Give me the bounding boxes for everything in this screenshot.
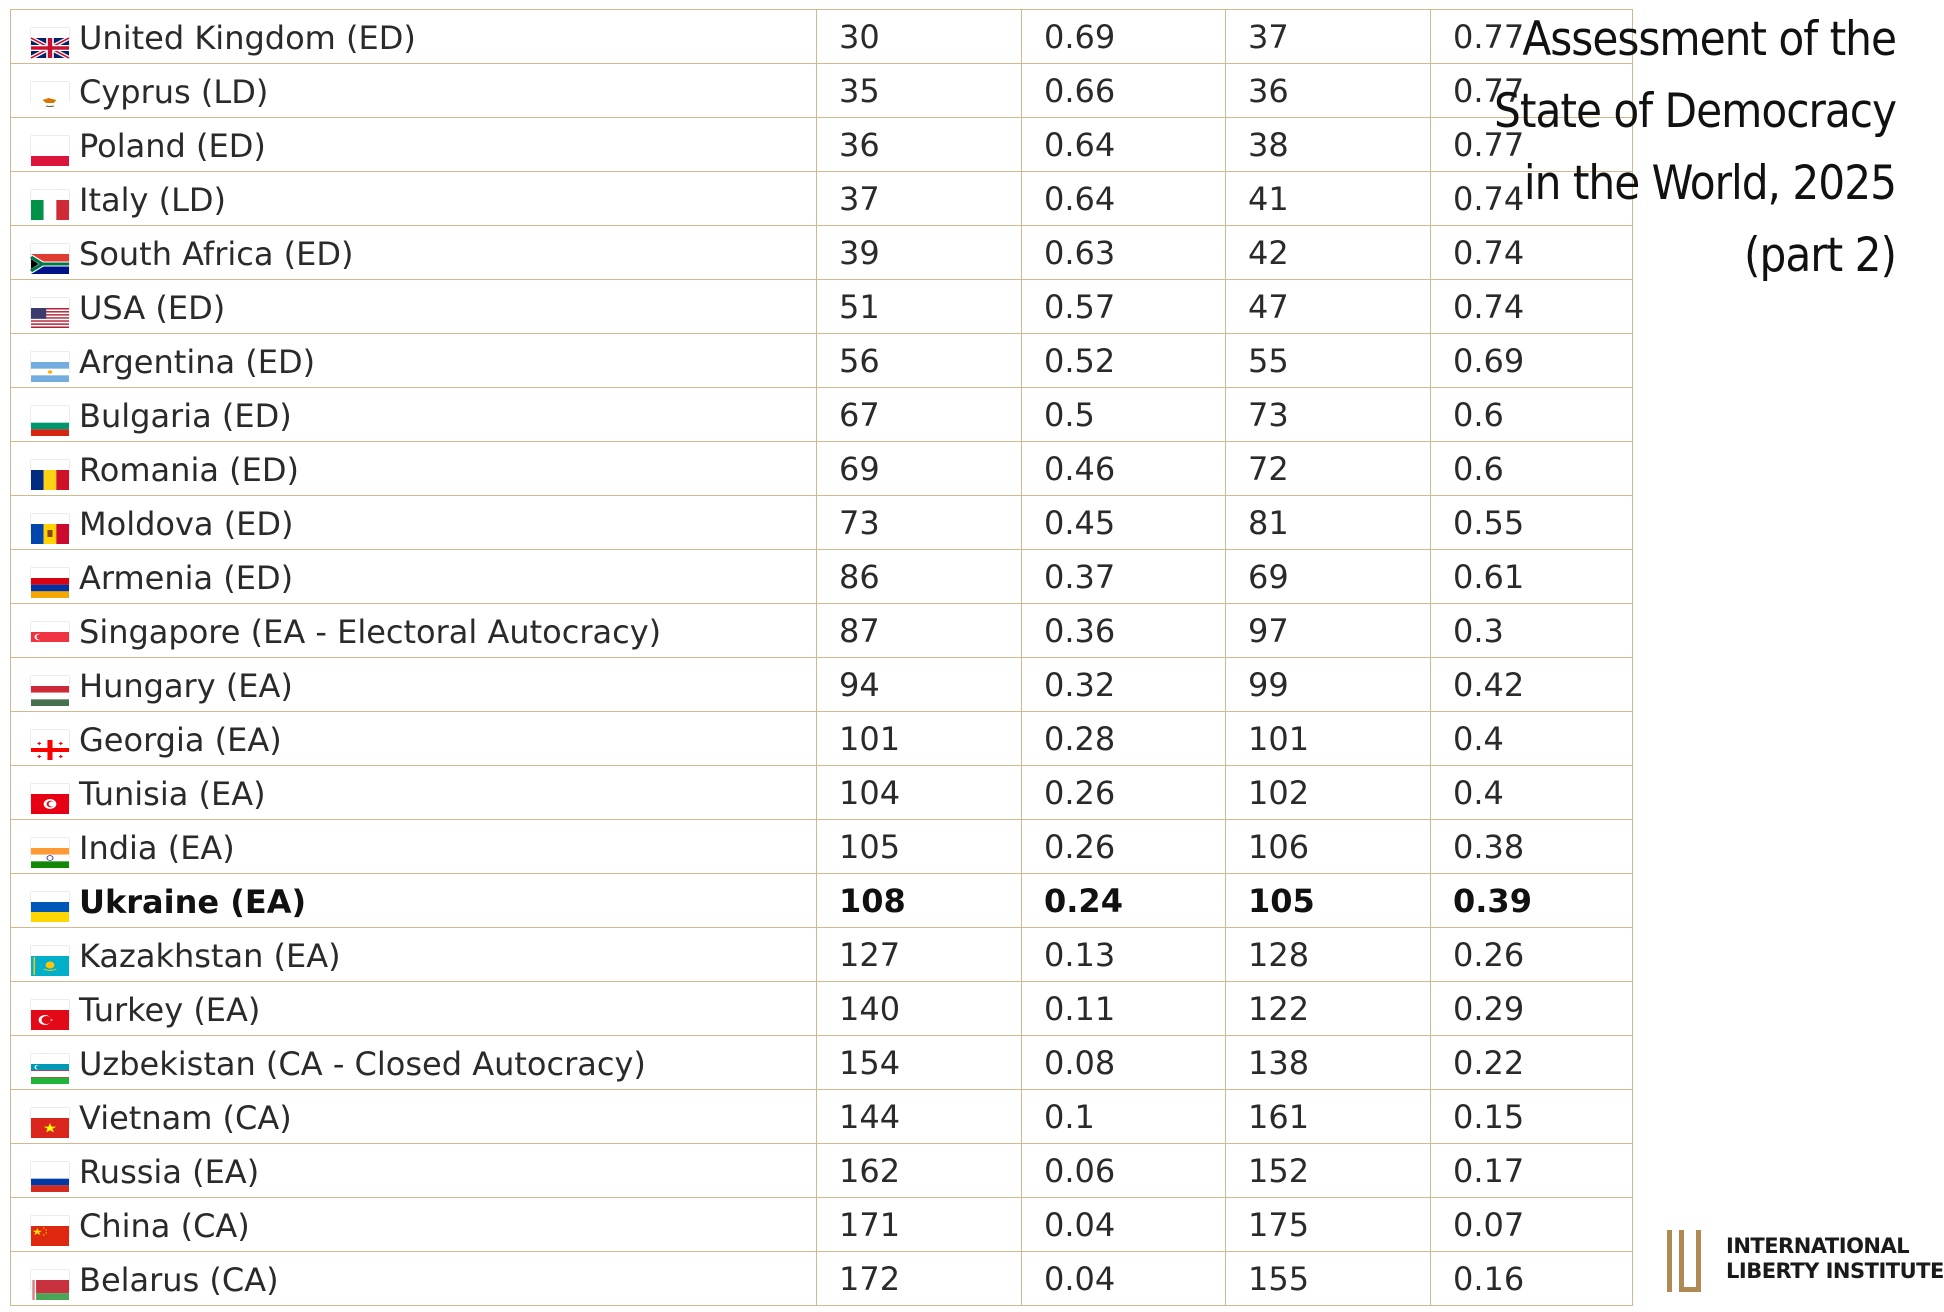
rank-2025-cell: 72 <box>1226 442 1431 496</box>
table-row <box>11 388 1633 442</box>
score-2024-cell: 0.45 <box>1022 496 1226 550</box>
country-name: Italy (LD) <box>79 180 227 219</box>
flag-kazakhstan-icon <box>31 946 69 966</box>
country-name: Argentina (ED) <box>79 342 316 381</box>
institute-logo <box>1664 1226 1944 1296</box>
table-row <box>11 280 1633 334</box>
rank-2024-cell: 144 <box>817 1090 1022 1144</box>
score-2024-cell: 0.13 <box>1022 928 1226 982</box>
country-cell <box>11 118 817 172</box>
country-cell <box>11 820 817 874</box>
score-2025-cell: 0.6 <box>1431 442 1633 496</box>
score-2025-cell: 0.77 <box>1431 64 1633 118</box>
country-cell <box>11 496 817 550</box>
rank-2025-cell: 105 <box>1226 874 1431 928</box>
rank-2024-cell: 105 <box>817 820 1022 874</box>
flag-georgia-icon <box>31 730 69 750</box>
flag-moldova-icon <box>31 514 69 534</box>
score-2025-cell: 0.69 <box>1431 334 1633 388</box>
rank-2025-cell: 41 <box>1226 172 1431 226</box>
flag-uk-icon <box>31 28 69 48</box>
flag-china-icon <box>31 1216 69 1236</box>
country-cell <box>11 874 817 928</box>
score-2024-cell: 0.28 <box>1022 712 1226 766</box>
country-name: Vietnam (CA) <box>79 1098 292 1137</box>
flag-poland-icon <box>31 136 69 156</box>
score-2024-cell: 0.04 <box>1022 1198 1226 1252</box>
country-cell <box>11 280 817 334</box>
table-row <box>11 1144 1633 1198</box>
rank-2025-cell: 37 <box>1226 10 1431 64</box>
score-2025-cell: 0.42 <box>1431 658 1633 712</box>
flag-argentina-icon <box>31 352 69 372</box>
score-2024-cell: 0.66 <box>1022 64 1226 118</box>
table-row <box>11 10 1633 64</box>
flag-uzbekistan-icon <box>31 1054 69 1074</box>
country-cell <box>11 10 817 64</box>
country-name: China (CA) <box>79 1206 250 1245</box>
table-row <box>11 604 1633 658</box>
rank-2024-cell: 30 <box>817 10 1022 64</box>
country-name: Armenia (ED) <box>79 558 294 597</box>
score-2025-cell: 0.22 <box>1431 1036 1633 1090</box>
country-cell <box>11 388 817 442</box>
country-cell <box>11 928 817 982</box>
rank-2025-cell: 36 <box>1226 64 1431 118</box>
country-name: Hungary (EA) <box>79 666 293 705</box>
rank-2025-cell: 55 <box>1226 334 1431 388</box>
country-name: Singapore (EA - Electoral Autocracy) <box>79 612 662 651</box>
score-2024-cell: 0.5 <box>1022 388 1226 442</box>
rank-2024-cell: 37 <box>817 172 1022 226</box>
country-cell <box>11 766 817 820</box>
table-row <box>11 928 1633 982</box>
country-name: Belarus (CA) <box>79 1260 279 1299</box>
country-name: Uzbekistan (CA - Closed Autocracy) <box>79 1044 646 1083</box>
score-2024-cell: 0.36 <box>1022 604 1226 658</box>
title-line: (part 2) <box>1743 228 1896 283</box>
score-2025-cell: 0.3 <box>1431 604 1633 658</box>
rank-2024-cell: 171 <box>817 1198 1022 1252</box>
table-row <box>11 766 1633 820</box>
flag-cyprus-icon <box>31 82 69 102</box>
rank-2024-cell: 56 <box>817 334 1022 388</box>
score-2025-cell: 0.15 <box>1431 1090 1633 1144</box>
score-2024-cell: 0.37 <box>1022 550 1226 604</box>
score-2025-cell: 0.26 <box>1431 928 1633 982</box>
country-cell <box>11 226 817 280</box>
country-name: Bulgaria (ED) <box>79 396 292 435</box>
score-2024-cell: 0.52 <box>1022 334 1226 388</box>
score-2025-cell: 0.39 <box>1431 874 1633 928</box>
logo-line: INTERNATIONAL <box>1726 1234 1910 1258</box>
score-2025-cell: 0.4 <box>1431 712 1633 766</box>
country-name: USA (ED) <box>79 288 226 327</box>
score-2025-cell: 0.38 <box>1431 820 1633 874</box>
country-cell <box>11 1252 817 1306</box>
rank-2025-cell: 47 <box>1226 280 1431 334</box>
flag-ukraine-icon <box>31 892 69 912</box>
rank-2025-cell: 175 <box>1226 1198 1431 1252</box>
rank-2024-cell: 104 <box>817 766 1022 820</box>
rank-2025-cell: 106 <box>1226 820 1431 874</box>
country-name: India (EA) <box>79 828 235 867</box>
rank-2024-cell: 35 <box>817 64 1022 118</box>
page-title <box>1476 4 1896 292</box>
flag-vietnam-icon <box>31 1108 69 1128</box>
score-2024-cell: 0.32 <box>1022 658 1226 712</box>
country-cell <box>11 550 817 604</box>
score-2024-cell: 0.64 <box>1022 172 1226 226</box>
flag-usa-icon <box>31 298 69 318</box>
logo-text <box>1726 1234 1944 1284</box>
rank-2024-cell: 140 <box>817 982 1022 1036</box>
flag-india-icon <box>31 838 69 858</box>
table-row <box>11 64 1633 118</box>
flag-armenia-icon <box>31 568 69 588</box>
country-name: Kazakhstan (EA) <box>79 936 341 975</box>
score-2025-cell: 0.74 <box>1431 226 1633 280</box>
score-2025-cell: 0.77 <box>1431 118 1633 172</box>
table-row <box>11 550 1633 604</box>
rank-2025-cell: 161 <box>1226 1090 1431 1144</box>
table-row <box>11 226 1633 280</box>
country-name: Poland (ED) <box>79 126 266 165</box>
rank-2025-cell: 122 <box>1226 982 1431 1036</box>
rank-2024-cell: 86 <box>817 550 1022 604</box>
country-name: Cyprus (LD) <box>79 72 269 111</box>
rank-2024-cell: 67 <box>817 388 1022 442</box>
rank-2024-cell: 101 <box>817 712 1022 766</box>
country-name: Tunisia (EA) <box>79 774 266 813</box>
country-cell <box>11 64 817 118</box>
score-2024-cell: 0.06 <box>1022 1144 1226 1198</box>
flag-belarus-icon <box>31 1270 69 1290</box>
rank-2024-cell: 94 <box>817 658 1022 712</box>
table-row <box>11 172 1633 226</box>
country-cell <box>11 1144 817 1198</box>
rank-2024-cell: 69 <box>817 442 1022 496</box>
score-2024-cell: 0.08 <box>1022 1036 1226 1090</box>
table-row <box>11 1036 1633 1090</box>
country-name: South Africa (ED) <box>79 234 354 273</box>
score-2025-cell: 0.74 <box>1431 172 1633 226</box>
country-cell <box>11 334 817 388</box>
score-2025-cell: 0.17 <box>1431 1144 1633 1198</box>
rank-2025-cell: 128 <box>1226 928 1431 982</box>
rank-2025-cell: 97 <box>1226 604 1431 658</box>
rank-2025-cell: 101 <box>1226 712 1431 766</box>
rank-2025-cell: 138 <box>1226 1036 1431 1090</box>
rank-2024-cell: 36 <box>817 118 1022 172</box>
score-2024-cell: 0.57 <box>1022 280 1226 334</box>
rank-2025-cell: 152 <box>1226 1144 1431 1198</box>
score-2025-cell: 0.29 <box>1431 982 1633 1036</box>
score-2025-cell: 0.77 <box>1431 10 1633 64</box>
rank-2025-cell: 81 <box>1226 496 1431 550</box>
rank-2025-cell: 73 <box>1226 388 1431 442</box>
score-2025-cell: 0.61 <box>1431 550 1633 604</box>
score-2025-cell: 0.6 <box>1431 388 1633 442</box>
rank-2025-cell: 38 <box>1226 118 1431 172</box>
rank-2024-cell: 154 <box>817 1036 1022 1090</box>
title-line: Assessment of the <box>1522 12 1896 67</box>
flag-hungary-icon <box>31 676 69 696</box>
score-2024-cell: 0.26 <box>1022 820 1226 874</box>
score-2025-cell: 0.74 <box>1431 280 1633 334</box>
country-name: Romania (ED) <box>79 450 299 489</box>
table-row <box>11 982 1633 1036</box>
country-name: Ukraine (EA) <box>79 882 307 921</box>
flag-turkey-icon <box>31 1000 69 1020</box>
table-row <box>11 1198 1633 1252</box>
rank-2025-cell: 42 <box>1226 226 1431 280</box>
score-2024-cell: 0.69 <box>1022 10 1226 64</box>
rank-2024-cell: 51 <box>817 280 1022 334</box>
table-row <box>11 1252 1633 1306</box>
table-row <box>11 658 1633 712</box>
rank-2024-cell: 39 <box>817 226 1022 280</box>
table-row <box>11 820 1633 874</box>
table-row <box>11 1090 1633 1144</box>
rank-2024-cell: 127 <box>817 928 1022 982</box>
rank-2024-cell: 162 <box>817 1144 1022 1198</box>
country-cell <box>11 604 817 658</box>
score-2025-cell: 0.55 <box>1431 496 1633 550</box>
country-cell <box>11 172 817 226</box>
flag-romania-icon <box>31 460 69 480</box>
country-cell <box>11 982 817 1036</box>
title-line: State of Democracy <box>1494 84 1896 139</box>
country-cell <box>11 712 817 766</box>
score-2024-cell: 0.46 <box>1022 442 1226 496</box>
country-name: Moldova (ED) <box>79 504 294 543</box>
table-row <box>11 496 1633 550</box>
flag-italy-icon <box>31 190 69 210</box>
country-name: Georgia (EA) <box>79 720 282 759</box>
country-cell <box>11 442 817 496</box>
country-name: Turkey (EA) <box>79 990 261 1029</box>
score-2024-cell: 0.11 <box>1022 982 1226 1036</box>
score-2024-cell: 0.24 <box>1022 874 1226 928</box>
table-row <box>11 334 1633 388</box>
rank-2024-cell: 108 <box>817 874 1022 928</box>
country-name: United Kingdom (ED) <box>79 18 416 57</box>
flag-singapore-icon <box>31 622 69 642</box>
rank-2024-cell: 87 <box>817 604 1022 658</box>
logo-mark-icon <box>1664 1230 1704 1292</box>
score-2025-cell: 0.07 <box>1431 1198 1633 1252</box>
table-row <box>11 712 1633 766</box>
logo-line: LIBERTY INSTITUTE <box>1726 1259 1944 1283</box>
country-name: Russia (EA) <box>79 1152 260 1191</box>
country-cell <box>11 658 817 712</box>
score-2025-cell: 0.4 <box>1431 766 1633 820</box>
flag-south-africa-icon <box>31 244 69 264</box>
score-2025-cell: 0.16 <box>1431 1252 1633 1306</box>
rank-2025-cell: 102 <box>1226 766 1431 820</box>
rank-2025-cell: 99 <box>1226 658 1431 712</box>
table-row <box>11 442 1633 496</box>
score-2024-cell: 0.63 <box>1022 226 1226 280</box>
flag-bulgaria-icon <box>31 406 69 426</box>
democracy-table <box>10 9 1633 1306</box>
title-line: in the World, 2025 <box>1523 156 1896 211</box>
score-2024-cell: 0.1 <box>1022 1090 1226 1144</box>
flag-tunisia-icon <box>31 784 69 804</box>
table-row <box>11 874 1633 928</box>
score-2024-cell: 0.64 <box>1022 118 1226 172</box>
flag-russia-icon <box>31 1162 69 1182</box>
rank-2024-cell: 73 <box>817 496 1022 550</box>
rank-2025-cell: 69 <box>1226 550 1431 604</box>
score-2024-cell: 0.26 <box>1022 766 1226 820</box>
country-cell <box>11 1198 817 1252</box>
rank-2024-cell: 172 <box>817 1252 1022 1306</box>
rank-2025-cell: 155 <box>1226 1252 1431 1306</box>
country-cell <box>11 1036 817 1090</box>
table-row <box>11 118 1633 172</box>
country-cell <box>11 1090 817 1144</box>
score-2024-cell: 0.04 <box>1022 1252 1226 1306</box>
